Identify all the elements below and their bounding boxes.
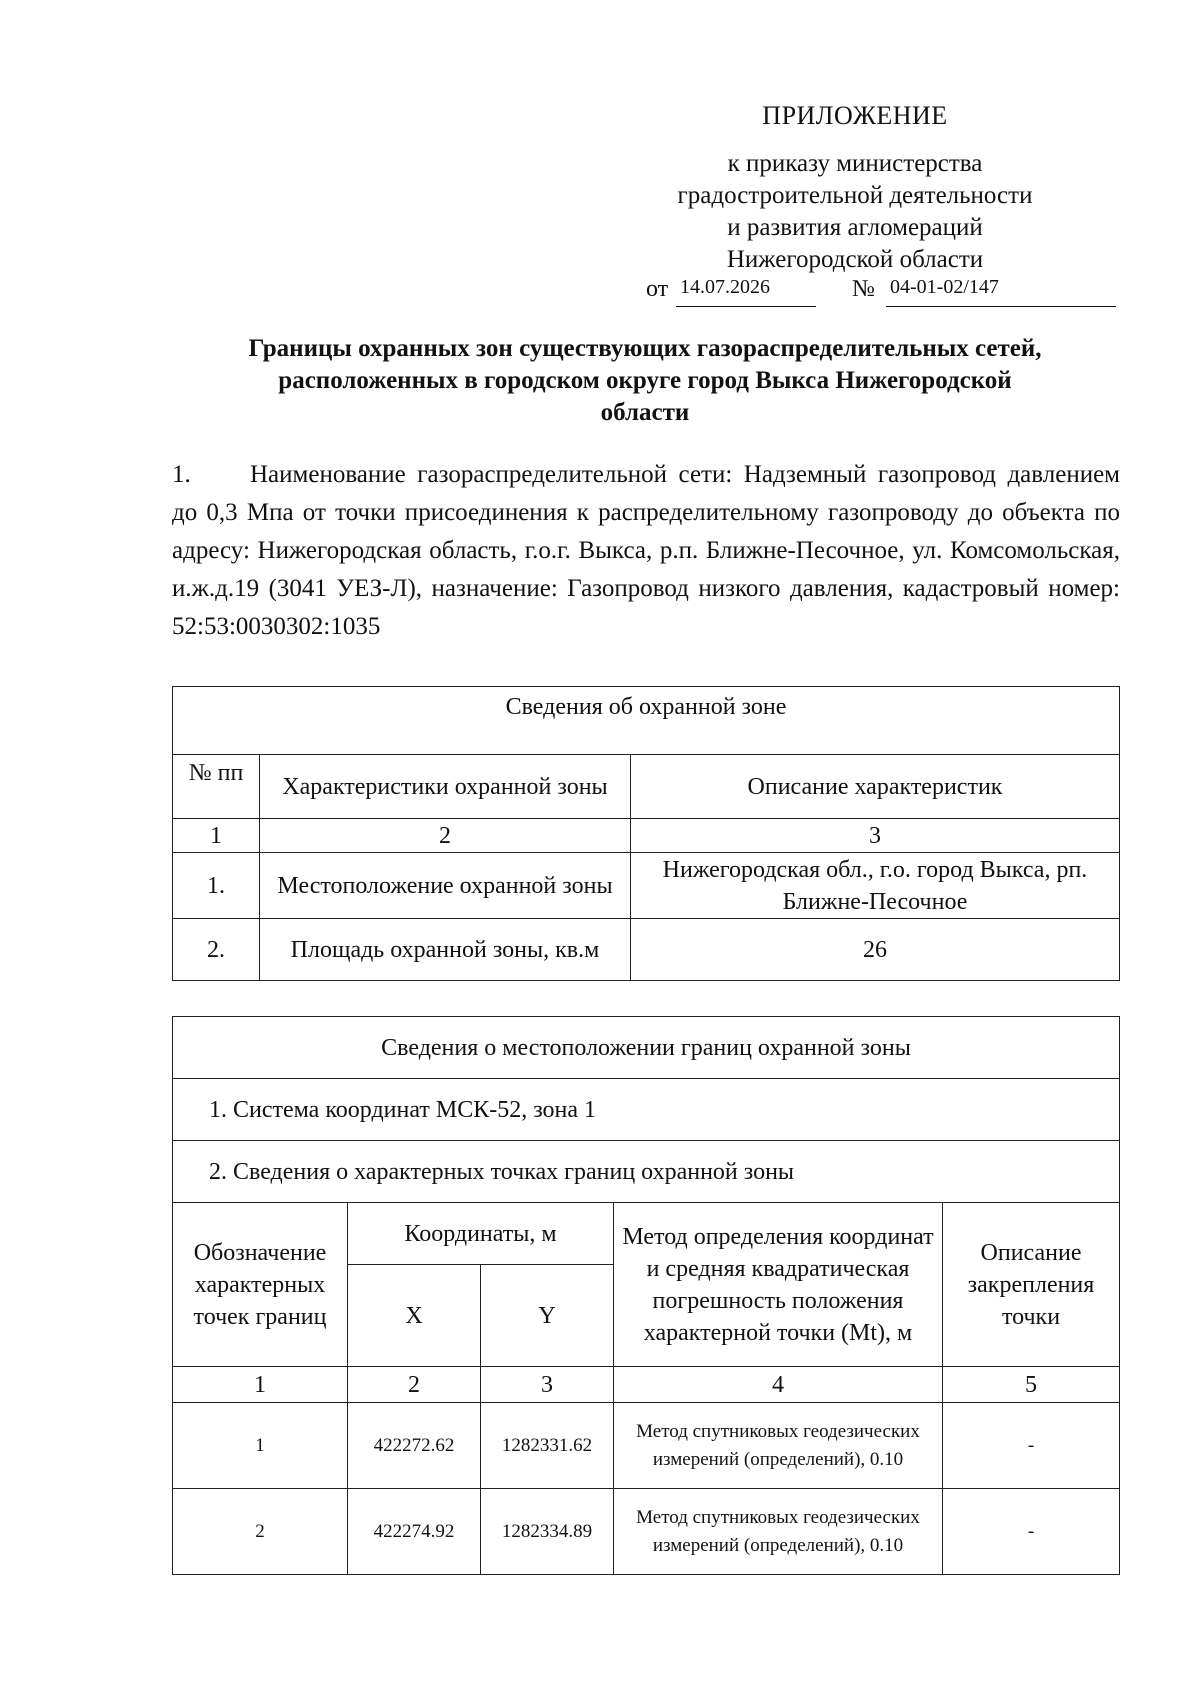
point-id: 2 bbox=[173, 1489, 348, 1575]
index-cell: 1 bbox=[173, 819, 260, 853]
header-method: Метод определения координат и средняя квадратическая погрешность положения характерной точки (Mt), м bbox=[614, 1203, 943, 1367]
from-label: от bbox=[646, 276, 669, 302]
index-cell: 2 bbox=[348, 1367, 481, 1403]
row-value: 26 bbox=[631, 919, 1120, 981]
header-characteristics: Характеристики охранной зоны bbox=[260, 755, 631, 819]
header-coordinates: Координаты, м bbox=[348, 1203, 614, 1265]
row-characteristic: Местоположение охранной зоны bbox=[260, 853, 631, 919]
index-cell: 3 bbox=[481, 1367, 614, 1403]
order-date bbox=[676, 276, 816, 307]
title-line-2: расположенных в городском округе город Выкса Нижегородской bbox=[278, 367, 1012, 394]
header-description: Описание характеристик bbox=[631, 755, 1120, 819]
point-id: 1 bbox=[173, 1403, 348, 1489]
point-y: 1282331.62 bbox=[481, 1403, 614, 1489]
table-row bbox=[173, 919, 1120, 981]
title-line-3: области bbox=[600, 399, 690, 426]
table-row bbox=[173, 853, 1120, 919]
header-y: Y bbox=[481, 1265, 614, 1367]
order-number bbox=[886, 276, 1116, 307]
order-line-2: градостроительной деятельности bbox=[677, 182, 1033, 209]
header-designation: Обозначение характерных точек границ bbox=[173, 1203, 348, 1367]
title-line-1: Границы охранных зон существующих газораспределительных сетей, bbox=[248, 335, 1042, 362]
paragraph-text: Наименование газораспределительной сети: Надземный газопровод давлением до 0,3 Мпа от точки присоединения к распределительному газопроводу до объекта по адресу: Нижегородская область, г.о.г. Выкса, р.п. Ближне-Песочное, ул. Комсомольская, и.ж.д.19 (3041 УЕЗ-Л), назначение: Газопровод низкого давления, кадастровый номер: 52:53:0030302:1035 bbox=[172, 461, 1120, 640]
row-characteristic: Площадь охранной зоны, кв.м bbox=[260, 919, 631, 981]
paragraph-number: 1. bbox=[172, 461, 191, 488]
document-title bbox=[170, 333, 1120, 429]
table-row bbox=[173, 1489, 1120, 1575]
point-method: Метод спутниковых геодезических измерений (определений), 0.10 bbox=[614, 1403, 943, 1489]
number-label: № bbox=[852, 276, 875, 302]
point-y: 1282334.89 bbox=[481, 1489, 614, 1575]
order-reference bbox=[610, 148, 1100, 276]
order-line-4: Нижегородской области bbox=[726, 246, 984, 273]
coordinate-system: 1. Система координат МСК-52, зона 1 bbox=[173, 1079, 1120, 1141]
row-number: 2. bbox=[173, 919, 260, 981]
point-fixing: - bbox=[943, 1489, 1120, 1575]
point-method: Метод спутниковых геодезических измерений (определений), 0.10 bbox=[614, 1489, 943, 1575]
header-fixing: Описание закрепления точки bbox=[943, 1203, 1120, 1367]
header-x: X bbox=[348, 1265, 481, 1367]
appendix-title: ПРИЛОЖЕНИЕ bbox=[762, 101, 948, 130]
order-number-value: 04-01-02/147 bbox=[890, 276, 999, 298]
point-x: 422272.62 bbox=[348, 1403, 481, 1489]
index-cell: 1 bbox=[173, 1367, 348, 1403]
point-fixing: - bbox=[943, 1403, 1120, 1489]
index-cell: 5 bbox=[943, 1367, 1120, 1403]
point-x: 422274.92 bbox=[348, 1489, 481, 1575]
table-row bbox=[173, 1403, 1120, 1489]
index-cell: 3 bbox=[631, 819, 1120, 853]
index-cell: 2 bbox=[260, 819, 631, 853]
row-value: Нижегородская обл., г.о. город Выкса, рп. Ближне-Песочное bbox=[631, 853, 1120, 919]
row-number: 1. bbox=[173, 853, 260, 919]
order-date-value: 14.07.2026 bbox=[680, 276, 770, 298]
zone-table-caption: Сведения об охранной зоне bbox=[173, 687, 1120, 755]
order-line-3: и развития агломераций bbox=[727, 214, 983, 241]
boundary-table-caption: Сведения о местоположении границ охранной зоны bbox=[173, 1017, 1120, 1079]
network-description bbox=[172, 456, 1120, 646]
header-index: № пп bbox=[173, 755, 260, 819]
boundary-table bbox=[172, 1016, 1120, 1575]
index-cell: 4 bbox=[614, 1367, 943, 1403]
zone-info-table bbox=[172, 686, 1120, 981]
points-caption: 2. Сведения о характерных точках границ охранной зоны bbox=[173, 1141, 1120, 1203]
order-line-1: к приказу министерства bbox=[727, 150, 983, 177]
